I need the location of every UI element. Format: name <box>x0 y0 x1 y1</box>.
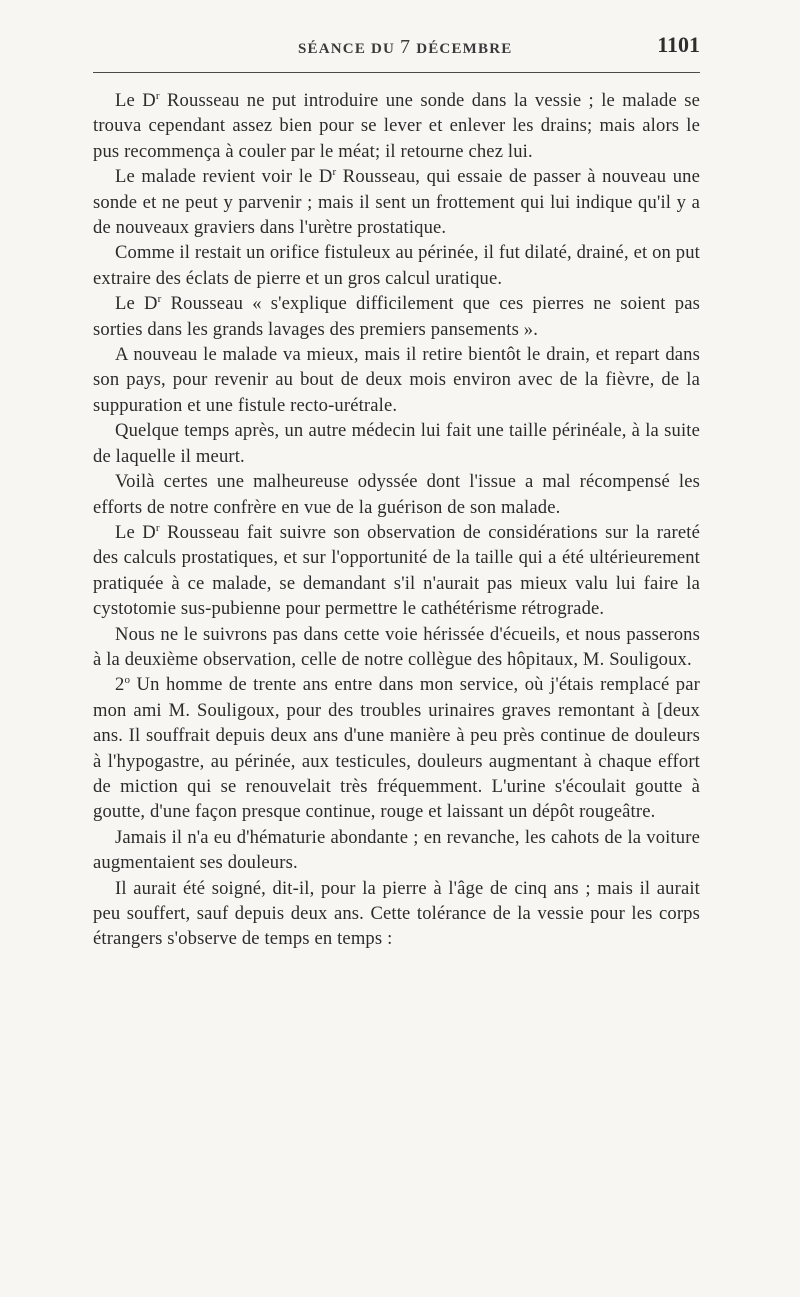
paragraph-text: Un homme de trente ans entre dans mon service, où j'étais remplacé par mon ami M. Souligoux, pour des troubles urinaires graves remontant à [deux ans. Il souffrait depuis deux ans d'une manière à peu près continue de douleurs à l'hypogastre, au périnée, aux testicules, douleurs augmentant à chaque effort de miction qui se renouvelait très fréquemment. L'urine s'écoulait goutte à goutte, d'une façon presque continue, rouge et laissant un dépôt rougeâtre. <box>93 674 700 823</box>
running-head <box>93 34 700 60</box>
superscript: o <box>124 674 131 687</box>
paragraph-text: Le D <box>115 90 156 111</box>
body-text <box>93 88 700 952</box>
paragraph-text: Jamais il n'a eu d'hématurie abondante ; en revanche, les cahots de la voiture augmentaient ses douleurs. <box>93 826 700 874</box>
superscript: r <box>155 521 160 534</box>
paragraph <box>93 418 700 469</box>
header-rule <box>93 72 700 73</box>
paragraph <box>93 672 700 824</box>
paragraph-text: Rousseau ne put introduire une sonde dans la vessie ; le malade se trouva cependant assez bien pour se lever et enlever les drains; mais alors le pus recommença à couler par le méat; il retourne chez lui. <box>93 90 700 162</box>
paragraph <box>93 622 700 673</box>
paragraph <box>93 342 700 418</box>
page-number: 1101 <box>657 32 700 57</box>
paragraph <box>93 88 700 164</box>
title-month: DÉCEMBRE <box>416 41 513 57</box>
paragraph <box>93 876 700 952</box>
paragraph <box>93 520 700 622</box>
title-prefix: SÉANCE DU <box>298 41 396 57</box>
superscript: r <box>332 166 337 179</box>
running-title <box>298 36 512 59</box>
paragraph-text: Quelque temps après, un autre médecin lui fait une taille périnéale, à la suite de laquelle il meurt. <box>93 420 700 467</box>
paragraph <box>93 240 700 291</box>
paragraph <box>93 291 700 342</box>
paragraph-text: Le malade revient voir le D <box>115 166 333 188</box>
paragraph-text: Rousseau fait suivre son observation de considérations sur la rareté des calculs prostatiques, et sur l'opportunité de la taille qui a été ultérieurement pratiquée à ce malade, se demandant s'il n'aurait pas mieux valu lui faire la cystotomie sus-pubienne pour permettre le cathétérisme rétrograde. <box>93 521 700 620</box>
superscript: r <box>157 293 162 306</box>
paragraph <box>93 469 700 520</box>
paragraph-text: Le D <box>115 521 156 543</box>
paragraph-text: Nous ne le suivrons pas dans cette voie hérissée d'écueils, et nous passerons à la deuxième observation, celle de notre collègue des hôpitaux, M. Souligoux. <box>93 623 700 670</box>
paragraph-text: Voilà certes une malheureuse odyssée dont l'issue a mal récompensé les efforts de notre confrère en vue de la guérison de son malade. <box>93 471 700 518</box>
paragraph-text: Comme il restait un orifice fistuleux au périnée, il fut dilaté, drainé, et on put extraire des éclats de pierre et un gros calcul uratique. <box>93 242 700 289</box>
title-day: 7 <box>400 36 412 58</box>
paragraph-text: Rousseau, qui essaie de passer à nouveau une sonde et ne peut y parvenir ; mais il sent un frottement qui lui indique qu'il y a de nouveaux graviers dans l'urètre prostatique. <box>93 166 700 239</box>
paragraph-text: 2 <box>115 674 125 696</box>
paragraph-text: Il aurait été soigné, dit-il, pour la pierre à l'âge de cinq ans ; mais il aurait peu souffert, sauf depuis deux ans. Cette tolérance de la vessie pour les corps étrangers s'observe de temps en temps : <box>93 877 700 950</box>
paragraph <box>93 825 700 876</box>
paragraph <box>93 164 700 240</box>
paragraph-text: Le D <box>115 293 158 315</box>
paragraph-text: A nouveau le malade va mieux, mais il retire bientôt le drain, et repart dans son pays, pour revenir au bout de deux mois environ avec de la fièvre, de la suppuration et une fistule recto-urétrale. <box>93 344 700 416</box>
superscript: r <box>155 90 160 102</box>
paragraph-text: Rousseau « s'explique difficilement que ces pierres ne soient pas sorties dans les grands lavages des premiers pansements ». <box>93 293 700 340</box>
